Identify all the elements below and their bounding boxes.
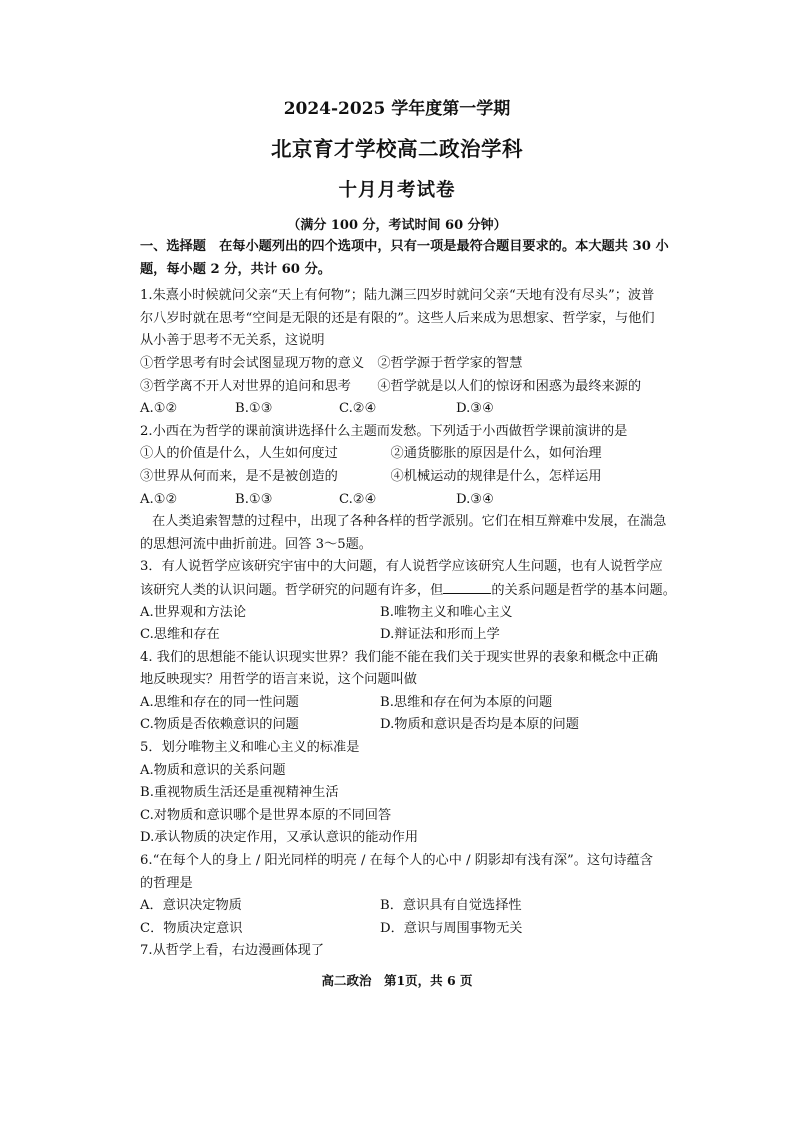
q4-option-a: A.思维和存在的同一性问题 (140, 694, 299, 710)
q2-item-line1: ①人的价值是什么，人生如何度过 ②通货膨胀的原因是什么，如何治理 (140, 446, 602, 462)
q6-stem-line2: 的哲理是 (140, 875, 193, 891)
q1-stem-line2: 尔八岁时就在思考“空间是无限的还是有限的”。这些人后来成为思想家、哲学家，与他们 (140, 310, 655, 326)
q3-option-a: A.世界观和方法论 (140, 604, 247, 620)
q1-option-b: B.①③ (235, 401, 273, 417)
q2-item-line2: ③世界从何而来，是不是被创造的 ④机械运动的规律是什么，怎样运用 (140, 468, 602, 484)
q2-option-c: C.②④ (339, 491, 377, 507)
q6-option-c: C．物质决定意识 (140, 920, 243, 936)
q1-options (140, 398, 660, 421)
q3-option-b: B.唯物主义和唯心主义 (380, 604, 513, 620)
q5-option-d: D.承认物质的决定作用，又承认意识的能动作用 (140, 830, 419, 846)
q2-option-b: B.①③ (235, 491, 273, 507)
q5-option-c: C.对物质和意识哪个是世界本原的不同回答 (140, 807, 392, 823)
q3-blank (443, 579, 491, 594)
q6-options-row2 (140, 918, 660, 941)
q3-stem-part2: 的关系问题是哲学的基本问题。 (491, 582, 676, 598)
q2-option-d: D.③④ (456, 491, 494, 507)
section-instructions-line2: 题，每小题 2 分，共计 60 分。 (140, 261, 331, 277)
q3-options-row2 (140, 624, 660, 647)
q1-option-d: D.③④ (456, 401, 494, 417)
q1-item-line1: ①哲学思考有时会试图显现万物的意义 ②哲学源于哲学家的智慧 (140, 355, 523, 371)
passage-line1: 在人类追索智慧的过程中，出现了各种各样的哲学派别。它们在相互辩难中发展，在湍急 (152, 514, 667, 530)
q5-option-a: A.物质和意识的关系问题 (140, 762, 286, 778)
q6-stem-line1: 6.“在每个人的身上 / 阳光同样的明亮 / 在每个人的心中 / 阴影却有浅有深”。这句诗蕴含 (140, 853, 653, 869)
q4-options-row2 (140, 714, 660, 737)
q3-stem-line1: 3．有人说哲学应该研究宇宙中的大问题，有人说哲学应该研究人生问题，也有人说哲学应 (140, 559, 663, 575)
q6-options-row1 (140, 895, 660, 918)
exam-info: （满分 100 分，考试时间 60 分钟） (287, 218, 507, 233)
q4-option-d: D.物质和意识是否均是本原的问题 (380, 717, 579, 733)
q6-option-d: D．意识与周围事物无关 (380, 920, 523, 936)
q1-stem-line3: 从小善于思考不无关系，这说明 (140, 333, 325, 349)
q6-option-b: B．意识具有自觉选择性 (380, 898, 522, 914)
q4-stem-line1: 4. 我们的思想能不能认识现实世界？我们能不能在我们关于现实世界的表象和概念中正确 (140, 649, 658, 665)
q3-options-row1 (140, 602, 660, 625)
school-subject-title: 北京育才学校高二政治学科 (271, 137, 523, 161)
q7-stem: 7.从哲学上看，右边漫画体现了 (140, 943, 325, 959)
page-footer: 高二政治 第1页，共 6 页 (321, 973, 473, 988)
q2-stem: 2.小西在为哲学的课前演讲选择什么主题而发愁。下列适于小西做哲学课前演讲的是 (140, 423, 628, 439)
section-instructions-line1: 一、选择题 在每小题列出的四个选项中，只有一项是最符合题目要求的。本大题共 30 小 (140, 239, 669, 254)
q1-item-line2: ③哲学离不开人对世界的追问和思考 ④哲学就是以人们的惊讶和困惑为最终来源的 (140, 378, 642, 394)
q3-stem-line2 (140, 579, 676, 602)
q4-option-c: C.物质是否依赖意识的问题 (140, 717, 299, 733)
q1-option-c: C.②④ (339, 401, 377, 417)
q5-option-b: B.重视物质生活还是重视精神生活 (140, 785, 339, 801)
q4-option-b: B.思维和存在何为本原的问题 (380, 694, 553, 710)
term-title: 2024-2025 学年度第一学期 (283, 99, 511, 119)
q1-option-a: A.①② (140, 401, 178, 417)
q6-option-a: A．意识决定物质 (140, 898, 242, 914)
q2-option-a: A.①② (140, 491, 178, 507)
q4-options-row1 (140, 692, 660, 715)
q3-option-d: D.辩证法和形而上学 (380, 627, 500, 643)
q1-stem-line1: 1.朱熹小时候就问父亲“天上有何物”；陆九渊三四岁时就问父亲“天地有没有尽头”；波普 (140, 288, 655, 304)
q4-stem-line2: 地反映现实？用哲学的语言来说，这个问题叫做 (140, 672, 417, 688)
question-body (140, 236, 676, 963)
q5-stem: 5．划分唯物主义和唯心主义的标准是 (140, 740, 360, 756)
q3-option-c: C.思维和存在 (140, 627, 220, 643)
q2-options (140, 489, 660, 512)
exam-name-title: 十月月考试卷 (338, 180, 456, 201)
passage-line2: 的思想河流中曲折前进。回答 3～5题。 (140, 536, 372, 552)
q3-stem-part1: 该研究人类的认识问题。哲学研究的问题有许多，但 (140, 582, 444, 598)
